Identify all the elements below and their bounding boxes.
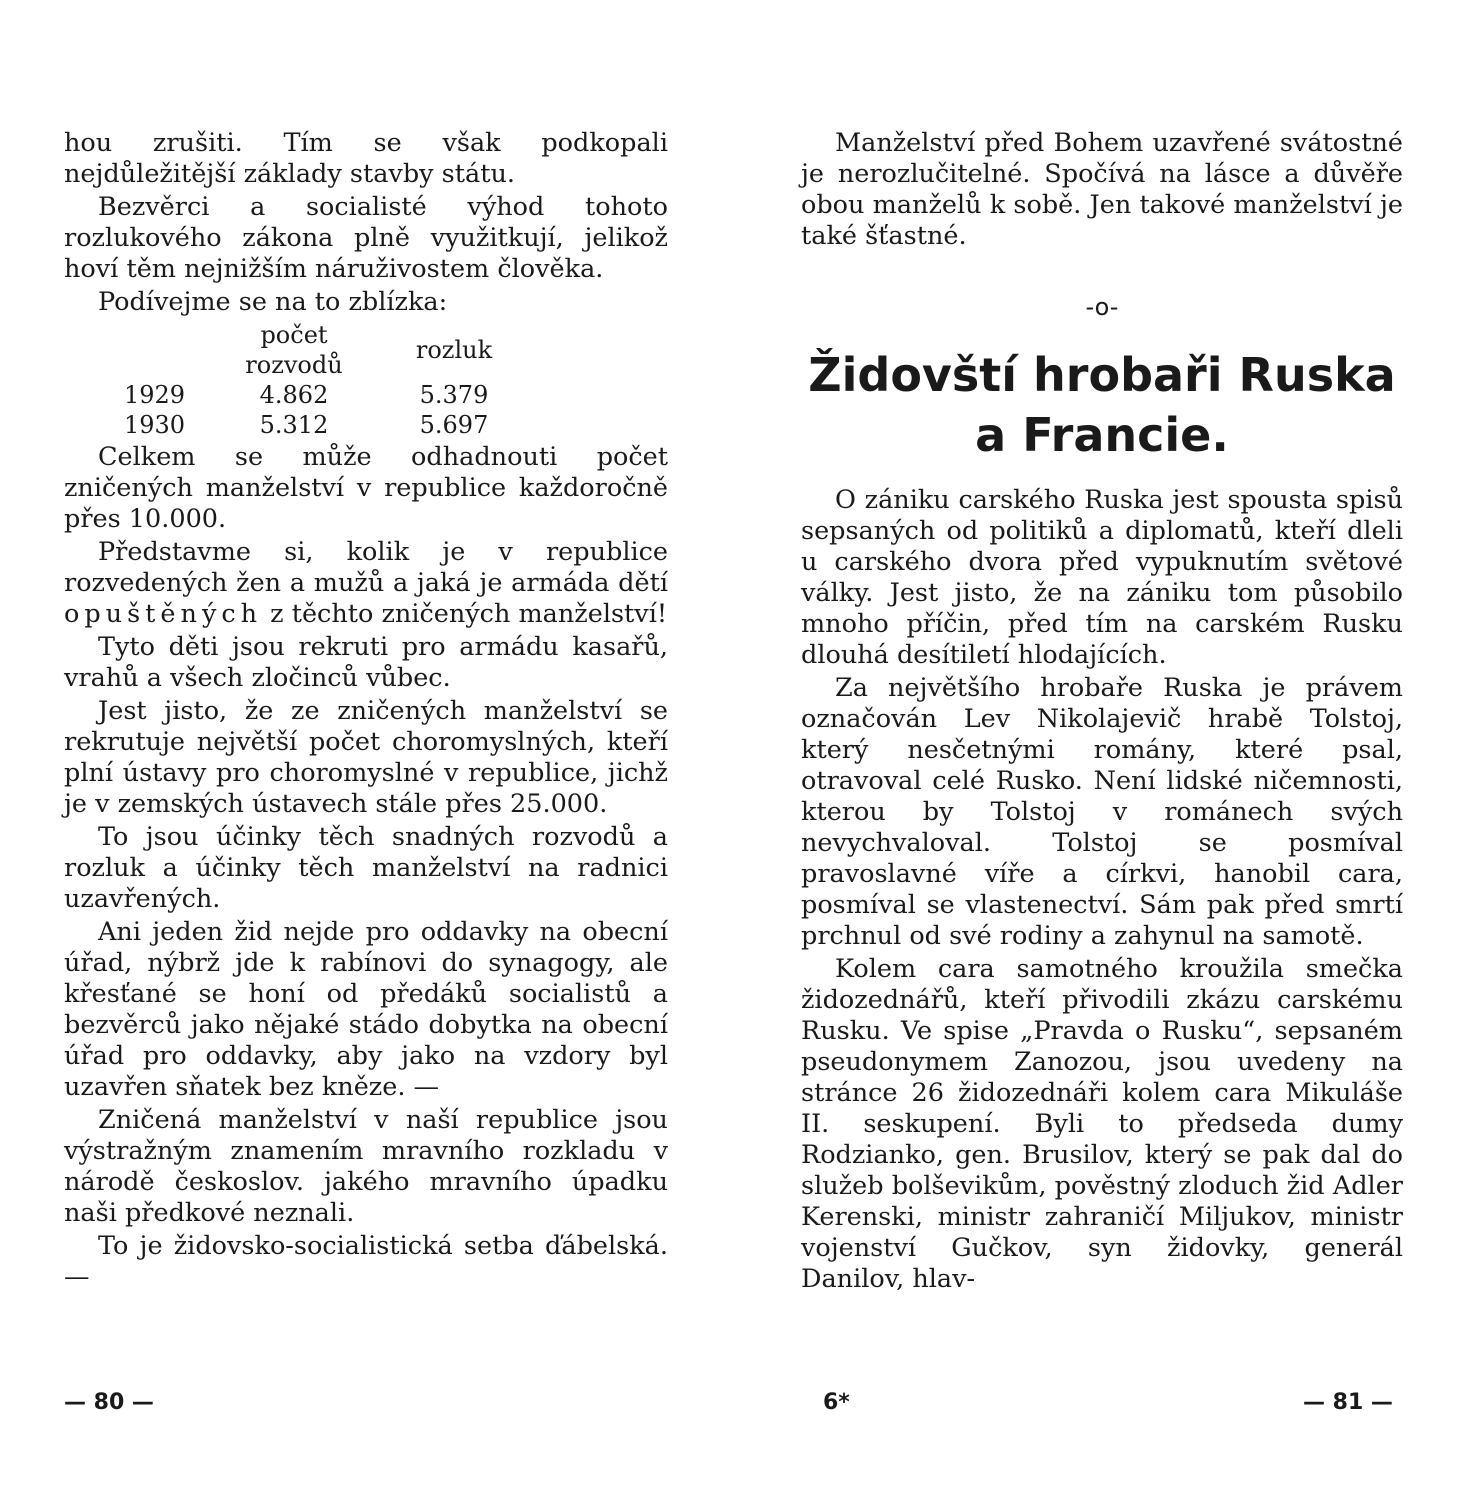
section-separator: -o-	[1085, 293, 1119, 321]
right-page	[731, 0, 1462, 1501]
title-line: Židovští hrobaři Ruska	[808, 348, 1396, 402]
paragraph: To je židovsko-socialistická setba ďábelská. —	[64, 1231, 668, 1292]
paragraph	[64, 537, 668, 630]
paragraph: O zániku carského Ruska jest spousta spisů sepsaných od politiků a diplomatů, kteří dleli u carského dvora před vypuknutím světové války. Jest jisto, že na zániku tom působilo mnoho příčin, před tím na carském Rusku dlouhá desítiletí hlodajících.	[801, 485, 1403, 670]
table-header: počet rozvodů	[245, 321, 343, 379]
text-run: Představme si, kolik je v republice rozvedených žen a mužů a jaká je armáda dětí	[64, 537, 668, 598]
emphasized-word: opuštěných	[64, 599, 263, 629]
paragraph: Tyto děti jsou rekruti pro armádu kasařů, vrahů a všech zločinců vůbec.	[64, 632, 668, 693]
paragraph: Za největšího hrobaře Ruska je právem označován Lev Nikolajevič hrabě Tolstoj, který nesčetnými romány, které psal, otravoval celé Rusko. Není lidské ničemnosti, kterou by Tolstoj v románech svých nevychvaloval. Tolstoj se posmíval pravoslavné víře a církvi, hanobil cara, posmíval se vlastenectví. Sám pak před smrtí prchnul od své rodiny a zahynul na samotě.	[801, 673, 1403, 951]
page-number: — 81 —	[1303, 1390, 1393, 1415]
divorce-statistics-table	[104, 320, 529, 440]
paragraph: To jsou účinky těch snadných rozvodů a rozluk a účinky těch manželství na radnici uzavřených.	[64, 822, 668, 914]
text-run: z těchto zničených manželství!	[270, 599, 668, 629]
paragraph: Jest jisto, že ze zničených manželství se rekrutuje největší počet choromyslných, kteří plní ústavy pro choromyslné v republice, jichž je v zemských ústavech stále přes 25.000.	[64, 696, 668, 819]
table-header	[104, 320, 209, 380]
paragraph: Kolem cara samotného kroužila smečka židozednářů, kteří přivodili zkázu carskému Rusku. Ve spise „Pravda o Rusku“, sepsaném pseudonymem Zanozou, jsou uvedeny na stránce 26 židozednáři kolem cara Mikuláše II. seskupení. Byli to předseda dumy Rodzianko, gen. Brusilov, který se pak dal do služeb bolševikům, pověstný zloduch žid Adler Kerenski, ministr zahraničí Miljukov, ministr vojenství Gučkov, syn židovky, generál Danilov, hlav-	[801, 954, 1403, 1294]
paragraph: Bezvěrci a socialisté výhod tohoto rozlukového zákona plně využitkují, jelikož hoví těm nejnižším náruživostem člověka.	[64, 192, 668, 284]
left-text-column	[64, 128, 668, 1293]
table-cell-separations: 5.697	[419, 411, 489, 439]
paragraph: Manželství před Bohem uzavřené svátostné je nerozlučitelné. Spočívá na lásce a důvěře obou manželů k sobě. Jen takové manželství je také šťastné.	[801, 128, 1403, 251]
signature-mark: 6*	[823, 1390, 850, 1415]
table-cell-divorces: 5.312	[259, 411, 329, 439]
table-row	[104, 410, 529, 440]
table-header-row	[104, 320, 529, 380]
paragraph: Zničená manželství v naší republice jsou výstražným znamením mravního rozkladu v národě českoslov. jakého mravního úpadku naši předkové neznali.	[64, 1105, 668, 1228]
table-cell-year: 1929	[124, 381, 186, 409]
table-cell-year: 1930	[124, 411, 186, 439]
table-row	[104, 380, 529, 410]
paragraph: hou zrušiti. Tím se však podkopali nejdůležitější základy stavby státu.	[64, 128, 668, 189]
paragraph: Ani jeden žid nejde pro oddavky na obecní úřad, nýbrž jde k rabínovi do synagogy, ale křesťané se honí od předáků socialistů a bezvěrců jako nějaké stádo dobytka na obecní úřad pro oddavky, aby jako na vzdory byl uzavřen sňatek bez kněze. —	[64, 917, 668, 1102]
page-number: — 80 —	[64, 1390, 154, 1415]
table-cell-separations: 5.379	[419, 381, 489, 409]
paragraph: Podívejme se na to zblízka:	[98, 287, 448, 317]
right-text-column	[801, 128, 1403, 1295]
table-header: rozluk	[415, 336, 493, 364]
article-title	[801, 345, 1403, 465]
paragraph: Celkem se může odhadnouti počet zničených manželství v republice každoročně přes 10.000.	[64, 442, 668, 534]
table-cell-divorces: 4.862	[259, 381, 329, 409]
title-line: a Francie.	[975, 408, 1229, 462]
